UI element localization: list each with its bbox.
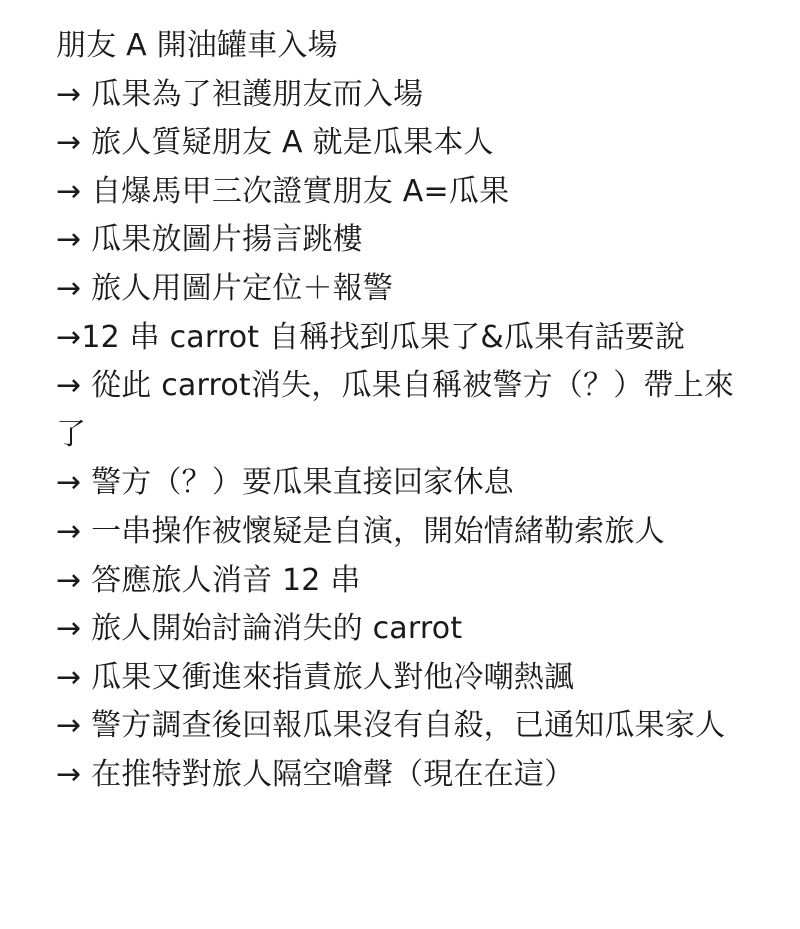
note-line: → 旅人用圖片定位＋報警 bbox=[56, 270, 394, 306]
note-line: →12 串 carrot 自稱找到瓜果了&瓜果有話要說 bbox=[56, 319, 686, 355]
note-line: 朋友 A 開油罐車入場 bbox=[56, 28, 338, 63]
note-line: → 瓜果為了袒護朋友而入場 bbox=[56, 76, 424, 112]
note-line: → 從此 carrot消失，瓜果自稱被警方（？）帶上來了 bbox=[56, 368, 735, 452]
note-line: → 答應旅人消音 12 串 bbox=[56, 562, 361, 598]
note-line: → 在推特對旅人隔空嗆聲（現在在這） bbox=[56, 756, 575, 792]
note-body bbox=[56, 22, 756, 800]
note-line: → 警方（？）要瓜果直接回家休息 bbox=[56, 465, 514, 501]
note-line: → 一串操作被懷疑是自演，開始情緒勒索旅人 bbox=[56, 513, 665, 549]
note-line: → 警方調查後回報瓜果沒有自殺，已通知瓜果家人 bbox=[56, 708, 726, 744]
note-line: → 旅人開始討論消失的 carrot bbox=[56, 611, 463, 647]
note-line: → 旅人質疑朋友 A 就是瓜果本人 bbox=[56, 125, 494, 161]
note-line: → 瓜果又衝進來指責旅人對他冷嘲熱諷 bbox=[56, 659, 575, 695]
note-line: → 自爆馬甲三次證實朋友 A=瓜果 bbox=[56, 173, 510, 209]
note-line: → 瓜果放圖片揚言跳樓 bbox=[56, 222, 363, 258]
